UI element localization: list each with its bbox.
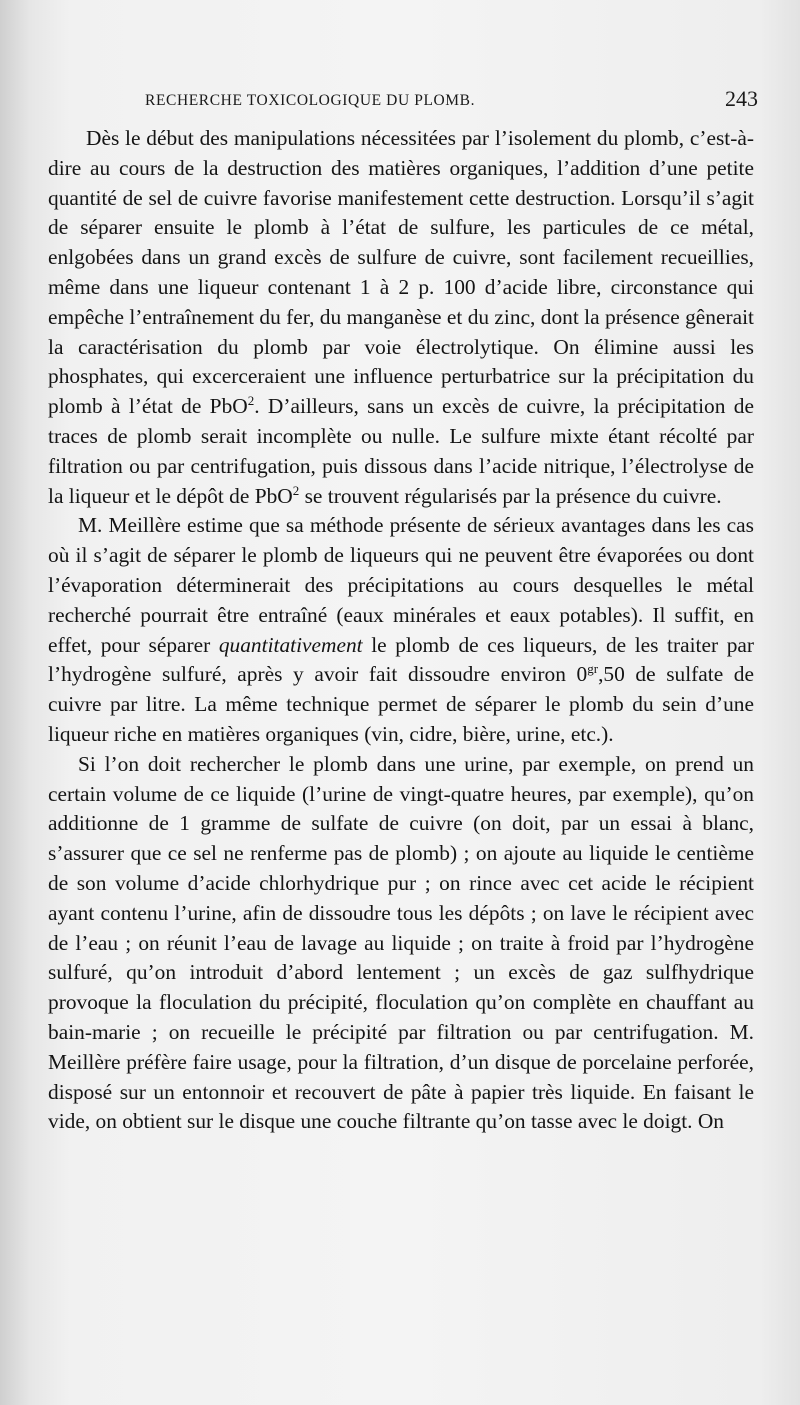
paragraph-1-part-3: se trouvent régularisés par la présence du cuivre. [299,483,722,508]
paragraph-1 [48,124,754,511]
page-header [145,86,758,116]
paragraph-2-part-3: ,50 de sulfate de cuivre par litre. La même technique permet de séparer le plomb du sein d’une liqueur riche en matières organiques (vin, cidre, bière, urine, etc.). [48,662,754,746]
page-number: 243 [725,86,758,111]
paragraph-2-part-1: M. Meillère estime que sa méthode présente de sérieux avantages dans les cas où il s’agit de séparer le plomb de liqueurs qui ne peuvent être évaporées ou dont l’évaporation déterminerait des précipitations au cours desquelles le métal recherché pourrait être entraîné (eaux minérales et eaux potables). Il suffit, en effet, pour séparer [48,513,754,657]
paragraph-3: Si l’on doit rechercher le plomb dans une urine, par exemple, on prend un certain volume de ce liquide (l’urine de vingt-quatre heures, par exemple), qu’on additionne de 1 gramme de sulfate de cuivre (on doit, par un essai à blanc, s’assurer que ce sel ne renferme pas de plomb) ; on ajoute au liquide le centième de son volume d’acide chlorhydrique pur ; on rince avec cet acide le récipient ayant contenu l’urine, afin de dissoudre tous les dépôts ; on lave le récipient avec de l’eau ; on réunit l’eau de lavage au liquide ; on traite à froid par l’hydrogène sulfuré, qu’on introduit d’abord lentement ; un excès de gaz sulfhydrique provoque la floculation du précipité, floculation qu’on complète en chauffant au bain-marie ; on recueille le précipité par filtration ou par centrifugation. M. Meillère préfère faire usage, pour la filtration, d’un disque de porcelaine perforée, disposé sur un entonnoir et recouvert de pâte à papier très liquide. En faisant le vide, on obtient sur le disque une couche filtrante qu’on tasse avec le doigt. On [48,751,754,1134]
superscript-gr: gr [587,661,599,677]
paragraph-1-part-1: Dès le début des manipulations nécessitées par l’isolement du plomb, c’est-à-dire au cours de la destruction des matières organiques, l’addition d’une petite quantité de sel de cuivre favorise manifestement cette destruction. Lorsqu’il s’agit de séparer ensuite le plomb à l’état de sulfure, les particules de ce métal, enlgobées dans un grand excès de sulfure de cuivre, sont facilement recueillies, même dans une liqueur contenant 1 à 2 p. 100 d’acide libre, circonstance qui empêche l’entraînement du fer, du manganèse et du zinc, dont la présence gênerait la caractérisation du plomb par voie électrolytique. On élimine aussi les phosphates, qui excerceraient une influence perturbatrice sur la précipitation du plomb à l’état de PbO [48,126,754,419]
superscript-2: 2 [247,393,255,409]
body-text [48,124,754,1137]
paragraph-1-part-2: . D’ailleurs, sans un excès de cuivre, la précipitation de traces de plomb serait incomplète ou nulle. Le sulfure mixte étant récolté par filtration ou par centrifugation, puis dissous dans l’acide nitrique, l’électrolyse de la liqueur et le dépôt de PbO [48,394,754,508]
paragraph-2 [48,511,754,749]
running-title: RECHERCHE TOXICOLOGIQUE DU PLOMB. [145,92,476,109]
italic-word: quantitativement [218,632,363,657]
paragraph-2-part-2: le plomb de ces liqueurs, de les traiter par l’hydrogène sulfuré, après y avoir fait dissoudre environ 0 [48,632,755,687]
superscript-2: 2 [292,482,300,498]
